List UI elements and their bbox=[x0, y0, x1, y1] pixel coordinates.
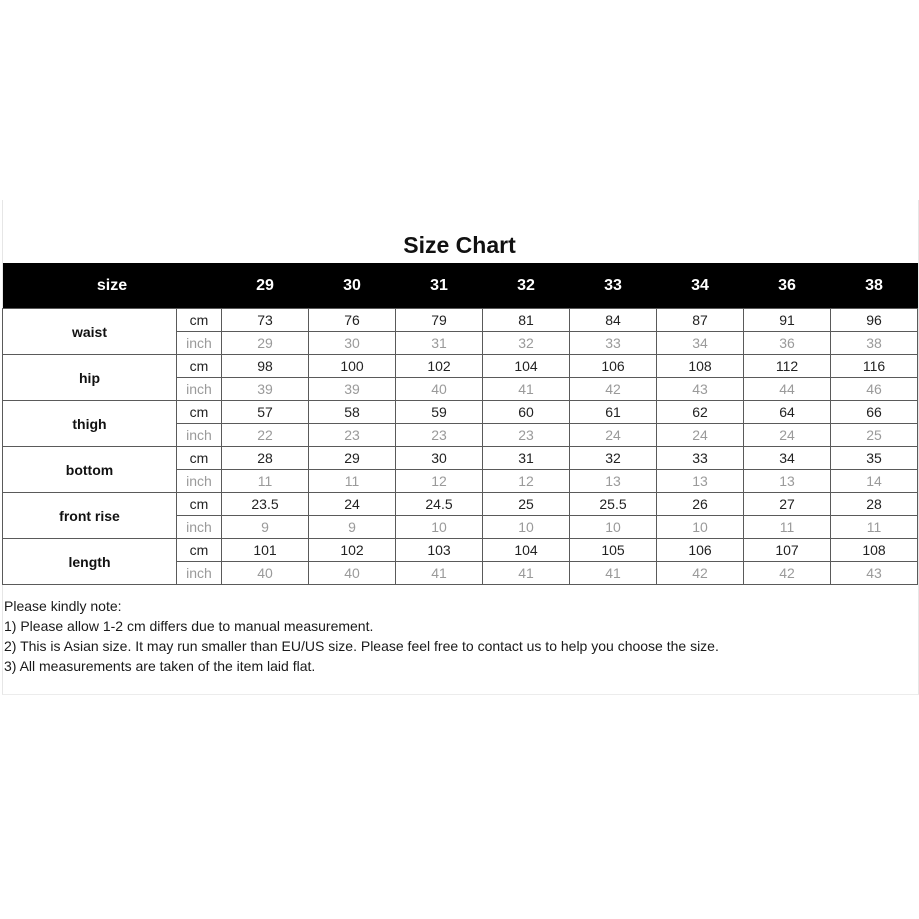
inch-value-cell: 42 bbox=[657, 562, 744, 585]
cm-value-cell: 105 bbox=[570, 539, 657, 562]
measurement-row-cm bbox=[3, 401, 918, 424]
cm-value-cell: 33 bbox=[657, 447, 744, 470]
unit-inch-label: inch bbox=[177, 378, 222, 401]
inch-value-cell: 13 bbox=[657, 470, 744, 493]
inch-value-cell: 14 bbox=[831, 470, 918, 493]
cm-value-cell: 91 bbox=[744, 309, 831, 332]
cm-value-cell: 81 bbox=[483, 309, 570, 332]
inch-value-cell: 29 bbox=[222, 332, 309, 355]
measurement-row-cm bbox=[3, 309, 918, 332]
cm-value-cell: 25 bbox=[483, 493, 570, 516]
note-item: 3) All measurements are taken of the item laid flat. bbox=[4, 658, 316, 674]
cm-value-cell: 107 bbox=[744, 539, 831, 562]
cm-value-cell: 79 bbox=[396, 309, 483, 332]
unit-inch-label: inch bbox=[177, 470, 222, 493]
cm-value-cell: 64 bbox=[744, 401, 831, 424]
unit-cm-label: cm bbox=[177, 447, 222, 470]
cm-value-cell: 24 bbox=[309, 493, 396, 516]
size-header: size bbox=[3, 263, 222, 309]
cm-value-cell: 62 bbox=[657, 401, 744, 424]
inch-value-cell: 36 bbox=[744, 332, 831, 355]
inch-value-cell: 44 bbox=[744, 378, 831, 401]
inch-value-cell: 9 bbox=[222, 516, 309, 539]
inch-value-cell: 12 bbox=[396, 470, 483, 493]
measurement-label: bottom bbox=[3, 447, 177, 493]
cm-value-cell: 100 bbox=[309, 355, 396, 378]
cm-value-cell: 104 bbox=[483, 539, 570, 562]
inch-value-cell: 40 bbox=[222, 562, 309, 585]
cm-value-cell: 102 bbox=[309, 539, 396, 562]
cm-value-cell: 25.5 bbox=[570, 493, 657, 516]
inch-value-cell: 33 bbox=[570, 332, 657, 355]
inch-value-cell: 31 bbox=[396, 332, 483, 355]
inch-value-cell: 40 bbox=[309, 562, 396, 585]
inch-value-cell: 32 bbox=[483, 332, 570, 355]
inch-value-cell: 24 bbox=[657, 424, 744, 447]
cm-value-cell: 59 bbox=[396, 401, 483, 424]
cm-value-cell: 61 bbox=[570, 401, 657, 424]
cm-value-cell: 58 bbox=[309, 401, 396, 424]
cm-value-cell: 76 bbox=[309, 309, 396, 332]
cm-value-cell: 87 bbox=[657, 309, 744, 332]
cm-value-cell: 108 bbox=[657, 355, 744, 378]
inch-value-cell: 24 bbox=[744, 424, 831, 447]
measurement-row-cm bbox=[3, 355, 918, 378]
size-col-header: 31 bbox=[396, 263, 483, 309]
cm-value-cell: 84 bbox=[570, 309, 657, 332]
measurement-label: length bbox=[3, 539, 177, 585]
cm-value-cell: 28 bbox=[831, 493, 918, 516]
inch-value-cell: 23 bbox=[309, 424, 396, 447]
cm-value-cell: 103 bbox=[396, 539, 483, 562]
cm-value-cell: 116 bbox=[831, 355, 918, 378]
cm-value-cell: 73 bbox=[222, 309, 309, 332]
inch-value-cell: 34 bbox=[657, 332, 744, 355]
unit-cm-label: cm bbox=[177, 539, 222, 562]
inch-value-cell: 10 bbox=[657, 516, 744, 539]
cm-value-cell: 35 bbox=[831, 447, 918, 470]
inch-value-cell: 39 bbox=[309, 378, 396, 401]
inch-value-cell: 41 bbox=[570, 562, 657, 585]
cm-value-cell: 104 bbox=[483, 355, 570, 378]
inch-value-cell: 42 bbox=[570, 378, 657, 401]
size-table bbox=[2, 263, 918, 585]
cm-value-cell: 101 bbox=[222, 539, 309, 562]
notes-block bbox=[4, 596, 904, 676]
inch-value-cell: 11 bbox=[831, 516, 918, 539]
inch-value-cell: 40 bbox=[396, 378, 483, 401]
measurement-label: front rise bbox=[3, 493, 177, 539]
inch-value-cell: 10 bbox=[570, 516, 657, 539]
unit-inch-label: inch bbox=[177, 562, 222, 585]
cm-value-cell: 96 bbox=[831, 309, 918, 332]
notes-heading: Please kindly note: bbox=[4, 598, 122, 614]
cm-value-cell: 24.5 bbox=[396, 493, 483, 516]
note-item: 1) Please allow 1-2 cm differs due to manual measurement. bbox=[4, 618, 374, 634]
inch-value-cell: 46 bbox=[831, 378, 918, 401]
cm-value-cell: 102 bbox=[396, 355, 483, 378]
chart-title: Size Chart bbox=[403, 232, 516, 258]
cm-value-cell: 27 bbox=[744, 493, 831, 516]
inch-value-cell: 11 bbox=[222, 470, 309, 493]
cm-value-cell: 108 bbox=[831, 539, 918, 562]
cm-value-cell: 29 bbox=[309, 447, 396, 470]
measurement-row-cm bbox=[3, 493, 918, 516]
measurement-row-cm bbox=[3, 539, 918, 562]
inch-value-cell: 24 bbox=[570, 424, 657, 447]
cm-value-cell: 112 bbox=[744, 355, 831, 378]
inch-value-cell: 25 bbox=[831, 424, 918, 447]
inch-value-cell: 11 bbox=[744, 516, 831, 539]
unit-cm-label: cm bbox=[177, 309, 222, 332]
size-col-header: 29 bbox=[222, 263, 309, 309]
inch-value-cell: 10 bbox=[396, 516, 483, 539]
size-col-header: 33 bbox=[570, 263, 657, 309]
measurement-label: hip bbox=[3, 355, 177, 401]
size-col-header: 32 bbox=[483, 263, 570, 309]
inch-value-cell: 13 bbox=[570, 470, 657, 493]
cm-value-cell: 30 bbox=[396, 447, 483, 470]
measurement-row-cm bbox=[3, 447, 918, 470]
size-col-header: 36 bbox=[744, 263, 831, 309]
size-col-header: 34 bbox=[657, 263, 744, 309]
unit-cm-label: cm bbox=[177, 493, 222, 516]
inch-value-cell: 41 bbox=[483, 562, 570, 585]
note-item: 2) This is Asian size. It may run smaller than EU/US size. Please feel free to contact us to help you choose the size. bbox=[4, 638, 719, 654]
inch-value-cell: 41 bbox=[396, 562, 483, 585]
unit-cm-label: cm bbox=[177, 355, 222, 378]
cm-value-cell: 28 bbox=[222, 447, 309, 470]
unit-inch-label: inch bbox=[177, 424, 222, 447]
size-col-header: 30 bbox=[309, 263, 396, 309]
cm-value-cell: 34 bbox=[744, 447, 831, 470]
inch-value-cell: 22 bbox=[222, 424, 309, 447]
unit-inch-label: inch bbox=[177, 332, 222, 355]
inch-value-cell: 42 bbox=[744, 562, 831, 585]
inch-value-cell: 12 bbox=[483, 470, 570, 493]
measurement-label: waist bbox=[3, 309, 177, 355]
unit-cm-label: cm bbox=[177, 401, 222, 424]
inch-value-cell: 23 bbox=[396, 424, 483, 447]
cm-value-cell: 31 bbox=[483, 447, 570, 470]
inch-value-cell: 43 bbox=[831, 562, 918, 585]
cm-value-cell: 106 bbox=[570, 355, 657, 378]
measurement-label: thigh bbox=[3, 401, 177, 447]
cm-value-cell: 23.5 bbox=[222, 493, 309, 516]
size-col-header: 38 bbox=[831, 263, 918, 309]
inch-value-cell: 10 bbox=[483, 516, 570, 539]
inch-value-cell: 11 bbox=[309, 470, 396, 493]
cm-value-cell: 106 bbox=[657, 539, 744, 562]
cm-value-cell: 60 bbox=[483, 401, 570, 424]
cm-value-cell: 32 bbox=[570, 447, 657, 470]
inch-value-cell: 41 bbox=[483, 378, 570, 401]
inch-value-cell: 39 bbox=[222, 378, 309, 401]
inch-value-cell: 23 bbox=[483, 424, 570, 447]
cm-value-cell: 98 bbox=[222, 355, 309, 378]
inch-value-cell: 30 bbox=[309, 332, 396, 355]
header-row bbox=[3, 263, 918, 309]
inch-value-cell: 13 bbox=[744, 470, 831, 493]
cm-value-cell: 57 bbox=[222, 401, 309, 424]
cm-value-cell: 66 bbox=[831, 401, 918, 424]
inch-value-cell: 9 bbox=[309, 516, 396, 539]
inch-value-cell: 38 bbox=[831, 332, 918, 355]
cm-value-cell: 26 bbox=[657, 493, 744, 516]
inch-value-cell: 43 bbox=[657, 378, 744, 401]
unit-inch-label: inch bbox=[177, 516, 222, 539]
